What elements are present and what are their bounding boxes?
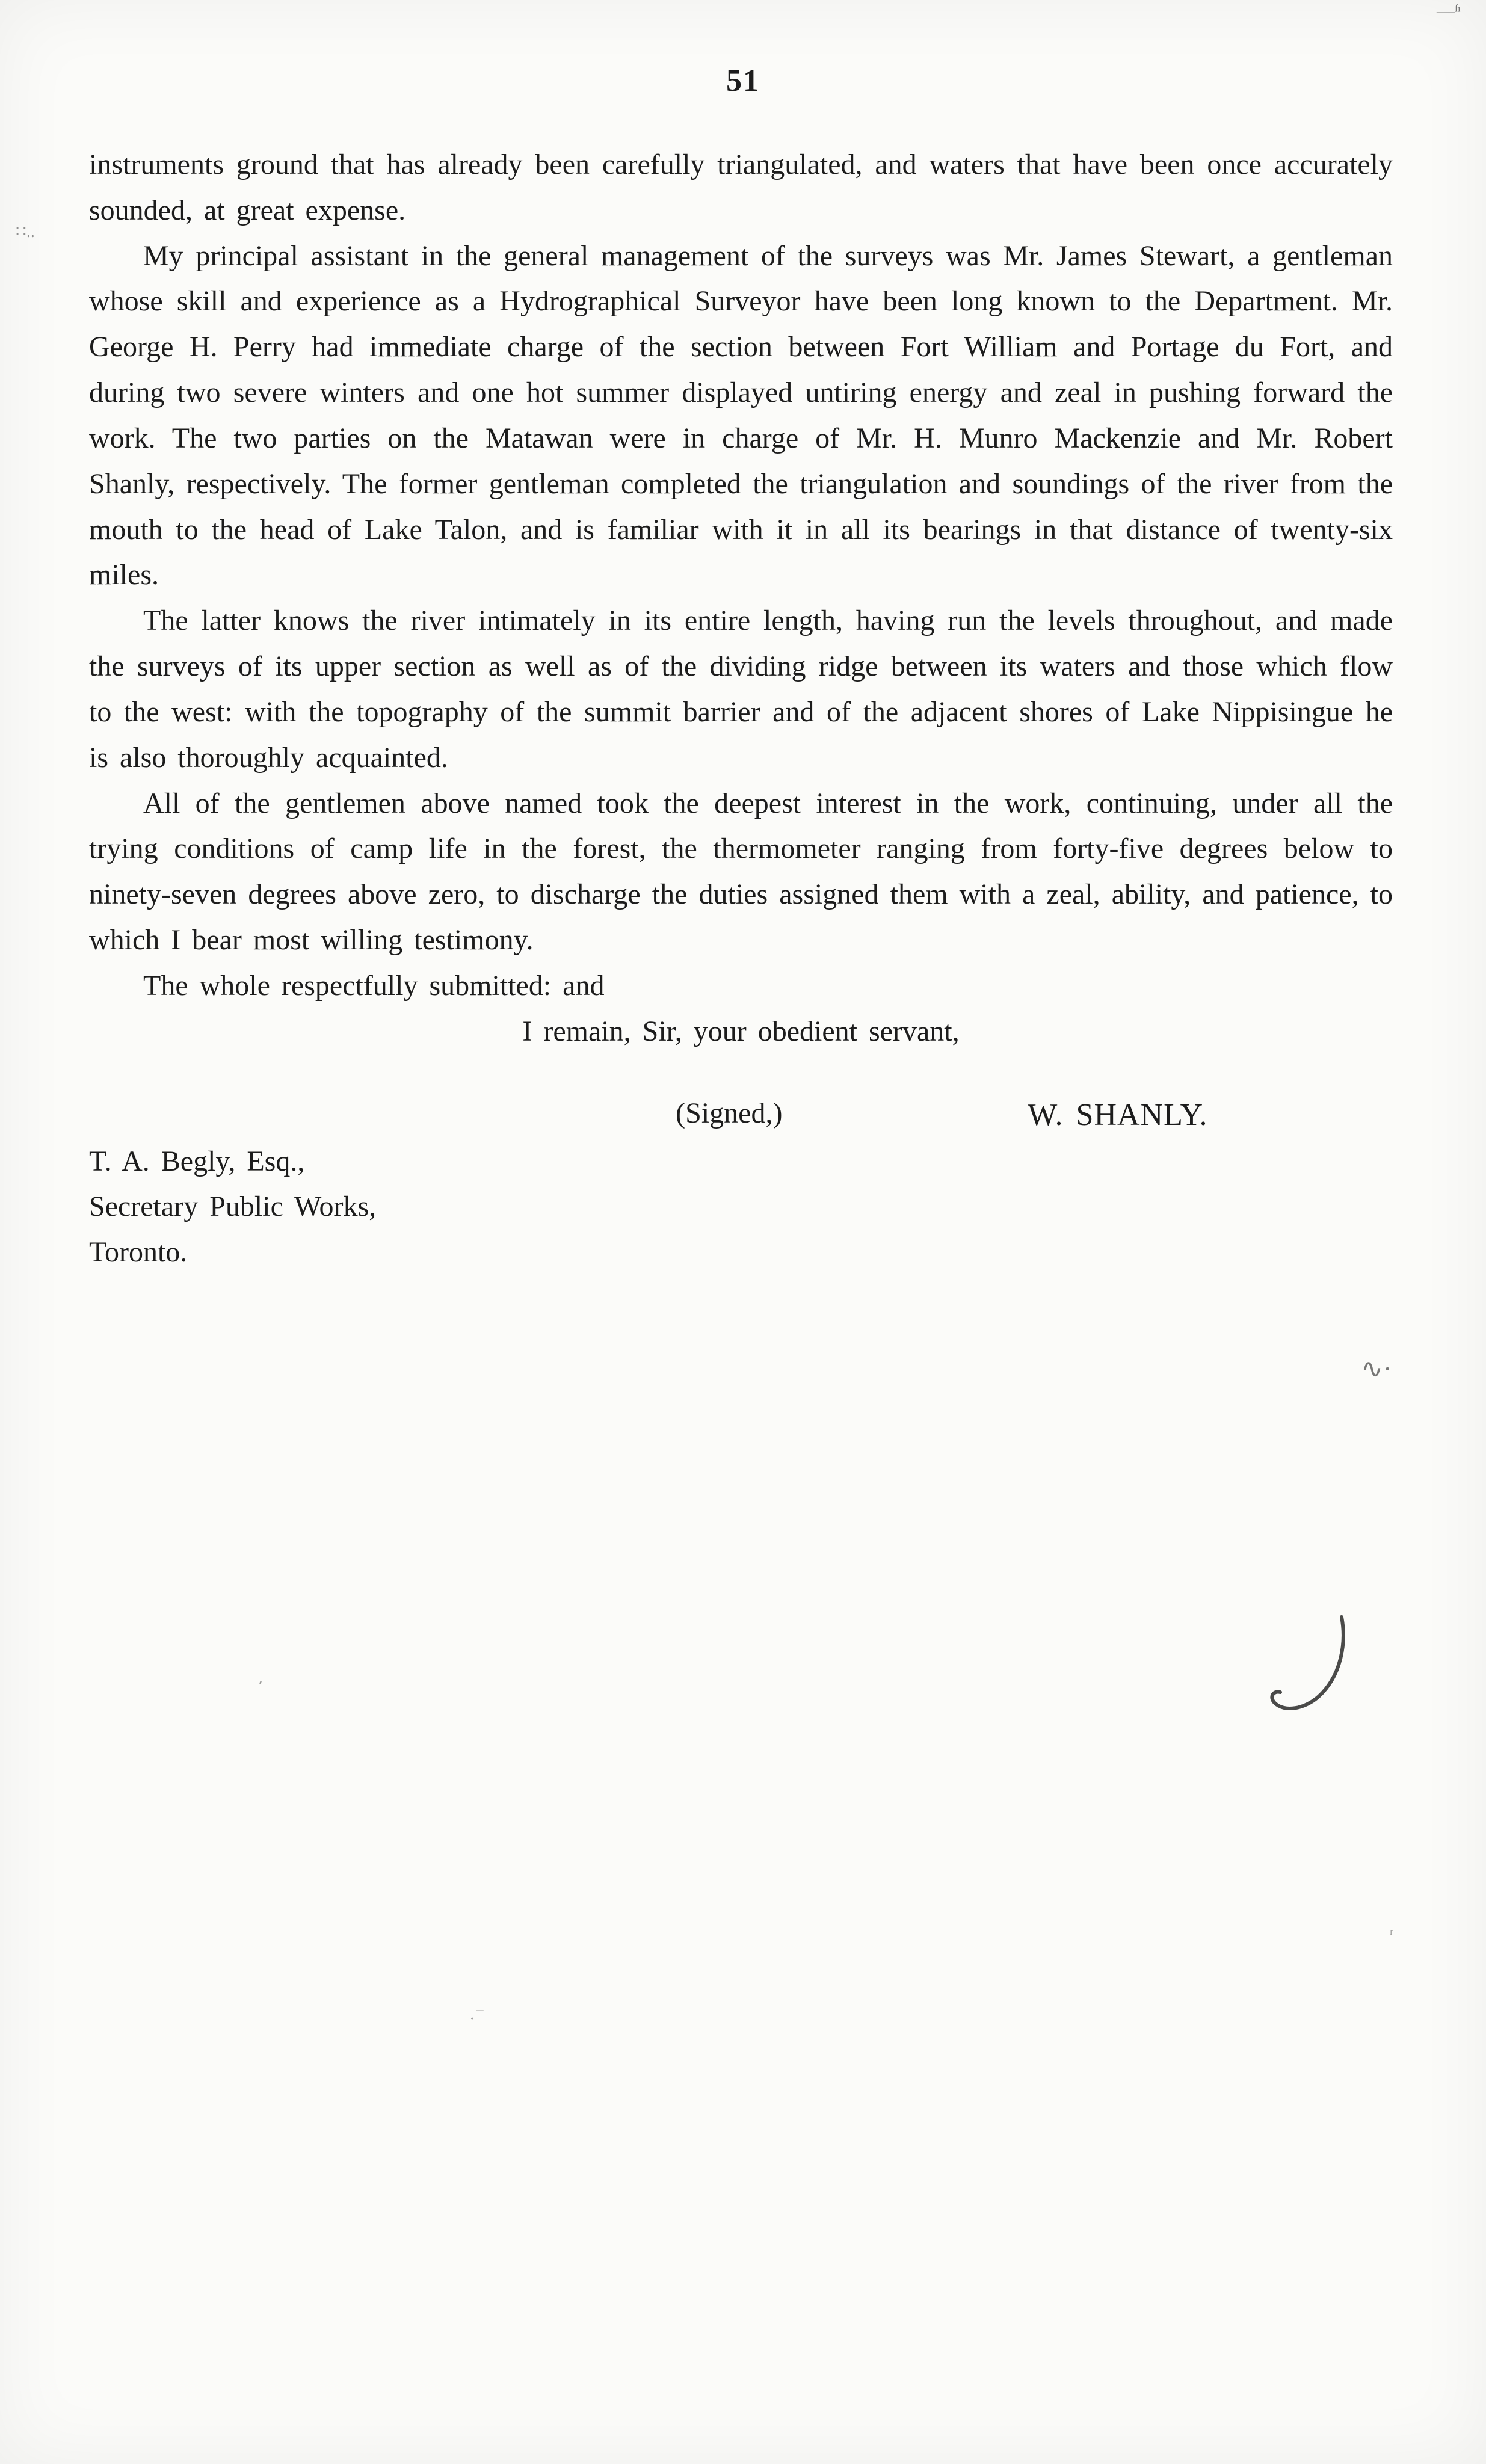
addressee-name: T. A. Begly, Esq., — [89, 1145, 305, 1177]
signed-label: (Signed,) — [676, 1097, 783, 1129]
ink-mark — [1251, 1612, 1354, 1720]
scan-artifact: —ʱ — [1437, 1, 1461, 21]
page-body — [89, 142, 1393, 1275]
paragraph-continuation: instruments ground that has already been carefully triangulated, and waters that have been once accurately sounded, at great expense. — [89, 149, 1393, 226]
signature-line — [89, 1091, 1393, 1139]
scan-artifact: ․⁻ — [469, 2004, 485, 2024]
scan-artifact: ʳ — [1390, 1925, 1393, 1942]
paragraph-gentlemen-interest: All of the gentlemen above named took the deepest interest in the work, continuing, under all the trying conditions of camp life in the forest, the thermometer ranging from forty-five degrees below to ninety-seven degrees above zero, to discharge the duties assigned them with a zeal, ability, and patience, to which I bear most willing testimony. — [89, 787, 1393, 956]
signature-name: W. SHANLY. — [1028, 1097, 1208, 1132]
paragraph-latter-knows-river: The latter knows the river intimately in its entire length, having run the levels throughout, and made the surveys of its upper section as well as of the dividing ridge between its waters and those which flow to the west: with the topography of the summit barrier and of the adjacent shores of Lake Nippisingue he is also thoroughly acquainted. — [89, 605, 1393, 774]
paragraph-assistants: My principal assistant in the general management of the surveys was Mr. James Stewart, a gentleman whose skill and experience as a Hydrographical Surveyor have been long known to the Department. Mr. George H. Perry had immediate charge of the section between Fort William and Portage du Fort, and during two severe winters and one hot summer displayed untiring energy and zeal in pushing forward the work. The two parties on the Matawan were in charge of Mr. H. Munro Mackenzie and Mr. Robert Shanly, respectively. The former gentleman completed the triangulation and soundings of the river from the mouth to the head of Lake Talon, and is familiar with it in all its bearings in that distance of twenty-six miles. — [89, 239, 1393, 591]
paragraph-submitted: The whole respectfully submitted: and — [143, 969, 605, 1002]
addressee-title: Secretary Public Works, — [89, 1190, 377, 1223]
closing-salutation: I remain, Sir, your obedient servant, — [522, 1015, 960, 1047]
scan-artifact: ∿· — [1361, 1354, 1392, 1384]
scan-artifact: ΄ — [257, 1678, 264, 1698]
scan-artifact: ∷.. — [16, 223, 35, 241]
page-number: 51 — [726, 64, 760, 98]
addressee-city: Toronto. — [89, 1236, 188, 1269]
